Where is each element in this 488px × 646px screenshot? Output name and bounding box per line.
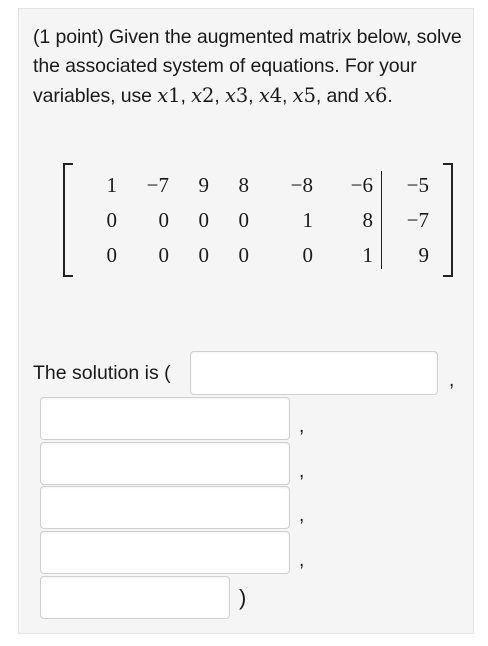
- problem-statement: [33, 23, 463, 111]
- comma: ,: [248, 85, 259, 107]
- solution-label: The solution is (: [33, 362, 171, 384]
- matrix-cell: 8: [238, 173, 249, 197]
- solution-x6-input[interactable]: [40, 576, 230, 619]
- period: .: [387, 85, 393, 107]
- var-x6: x6: [364, 84, 388, 107]
- solution-x3-input[interactable]: [40, 442, 290, 485]
- problem-card: [18, 8, 474, 634]
- matrix-cell: 8: [362, 208, 373, 232]
- problem-prefix: (1 point) Given the augmented matrix below, solve the associated system of equations. For your variables, use: [33, 26, 462, 107]
- comma-separator: ,: [449, 370, 455, 391]
- matrix-cell: −7: [146, 173, 169, 197]
- augmented-matrix: [63, 161, 453, 277]
- matrix-cell: 0: [238, 208, 249, 232]
- solution-x1-input[interactable]: [190, 351, 438, 395]
- matrix-cell: −8: [290, 173, 313, 197]
- matrix-cell: 0: [302, 243, 313, 267]
- matrix-cell: 0: [106, 243, 117, 267]
- comma: ,: [214, 85, 225, 107]
- matrix-cell: 1: [106, 173, 117, 197]
- matrix-cell: 0: [198, 208, 209, 232]
- solution-x4-input[interactable]: [40, 486, 290, 529]
- matrix-cell: −5: [406, 173, 429, 197]
- matrix-left-bracket: [63, 163, 73, 277]
- var-x2: x2: [191, 84, 215, 107]
- matrix-right-bracket: [443, 163, 453, 277]
- augmented-divider: [381, 171, 382, 269]
- comma-separator: ,: [299, 461, 305, 482]
- comma-separator: ,: [299, 550, 305, 571]
- comma: ,: [180, 85, 192, 107]
- matrix-cell: 0: [158, 243, 169, 267]
- matrix-cell: 9: [198, 173, 209, 197]
- and-separator: , and: [315, 85, 365, 107]
- matrix-cell: 0: [106, 208, 117, 232]
- matrix-cell: 1: [302, 208, 313, 232]
- matrix-cell: 0: [158, 208, 169, 232]
- var-x4: x4: [258, 84, 283, 107]
- matrix-cell: 0: [238, 243, 249, 267]
- solution-x5-input[interactable]: [40, 531, 290, 574]
- matrix-cell: −6: [350, 173, 373, 197]
- comma: ,: [282, 85, 293, 107]
- var-x3: x3: [224, 84, 249, 107]
- comma-separator: ,: [299, 505, 305, 526]
- matrix-cell: 9: [418, 243, 429, 267]
- comma-separator: ,: [299, 416, 305, 437]
- matrix-cell: −7: [406, 208, 429, 232]
- close-paren: ): [239, 585, 247, 610]
- var-x5: x5: [292, 84, 316, 107]
- solution-x2-input[interactable]: [40, 397, 290, 440]
- matrix-cell: 1: [362, 243, 373, 267]
- matrix-cell: 0: [198, 243, 209, 267]
- var-x1: x1: [157, 84, 181, 107]
